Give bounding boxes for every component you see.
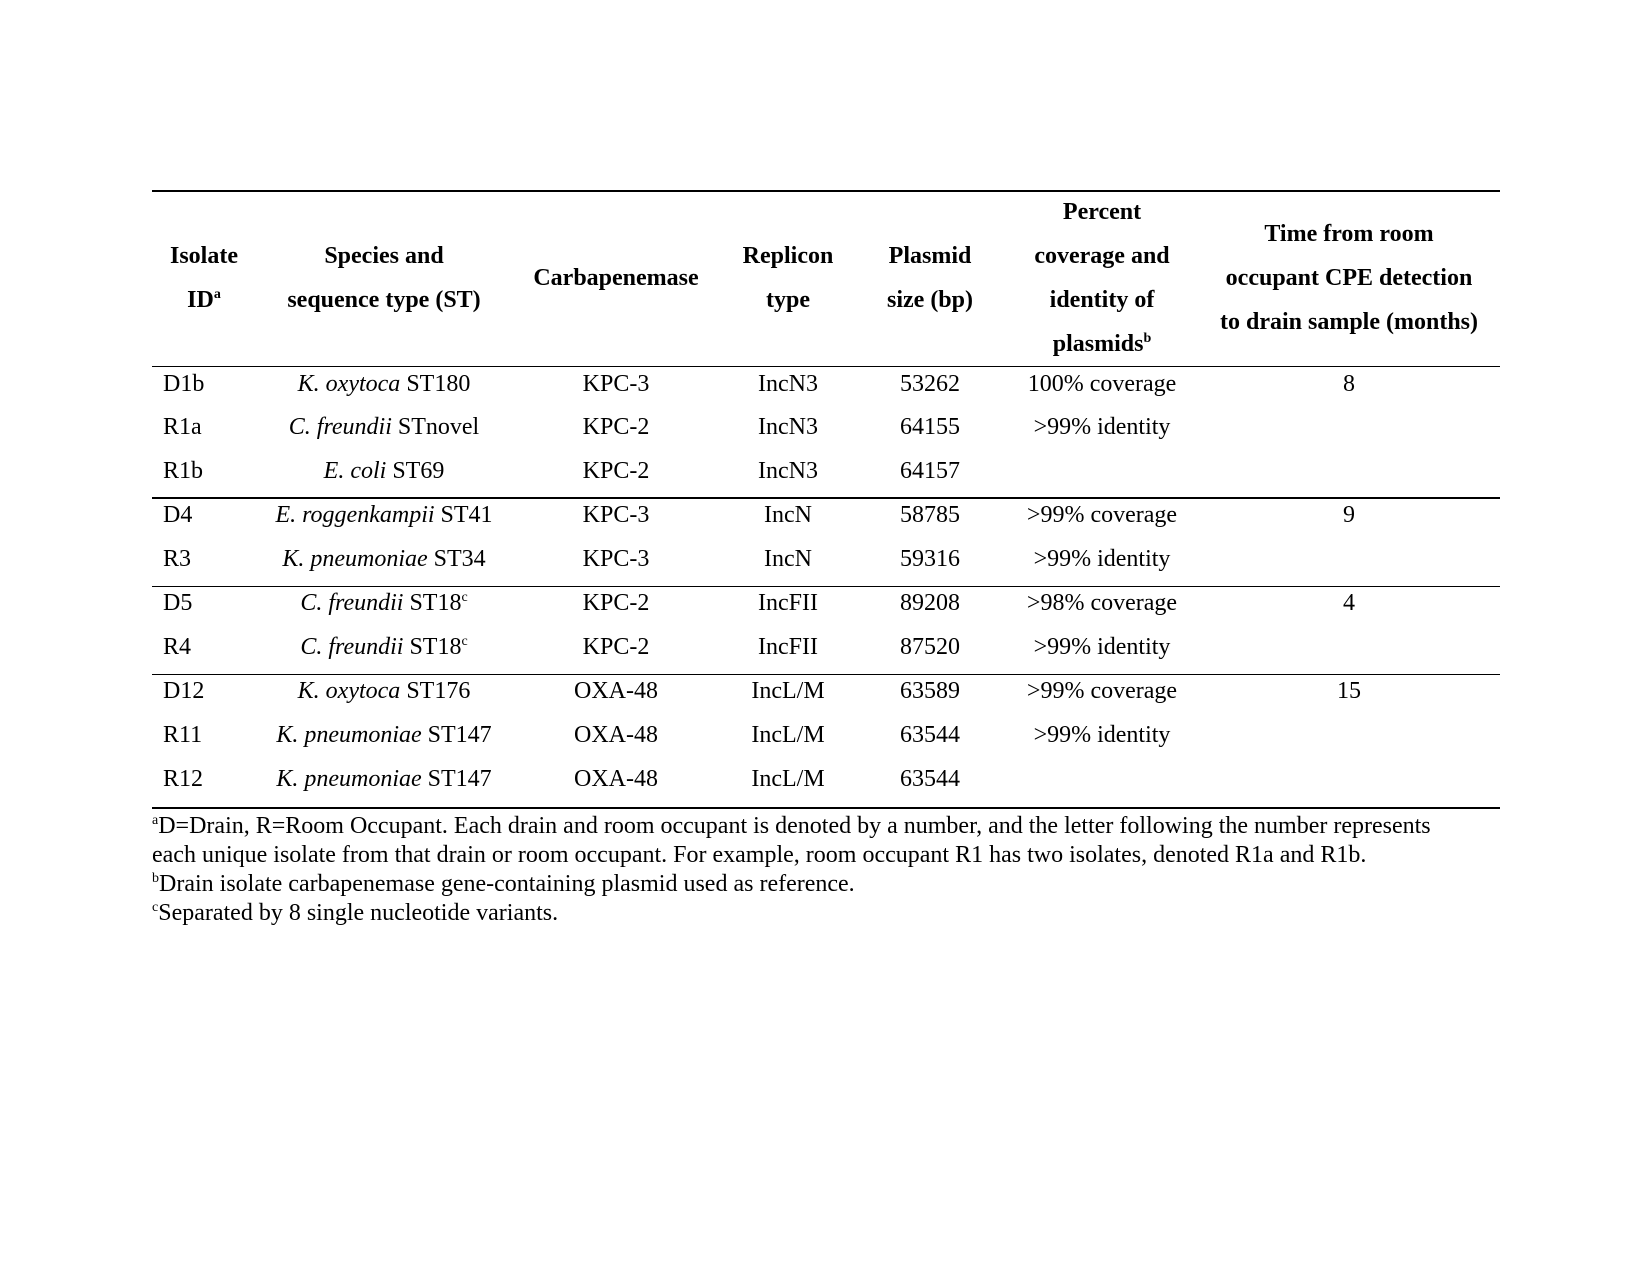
cell-coverage-identity: >99% coverage	[1026, 502, 1178, 528]
cell-carbapenemase: KPC-2	[582, 414, 650, 440]
sequence-type: STnovel	[397, 414, 480, 440]
group-divider-rule	[152, 674, 1500, 675]
footnote-a	[152, 812, 1512, 841]
cell-replicon: IncFII	[758, 590, 818, 616]
cell-species	[324, 457, 445, 485]
footnote-text: D=Drain, R=Room Occupant. Each drain and room occupant is denoted by a number, and the letter following the number represents	[158, 813, 1431, 839]
cell-species	[282, 545, 485, 573]
cell-coverage-identity: >99% identity	[1033, 722, 1171, 748]
header-line: Plasmid	[888, 243, 972, 269]
cell-replicon: IncL/M	[751, 766, 825, 792]
cell-coverage-identity: >98% coverage	[1026, 590, 1178, 616]
header-carbapenemase	[533, 256, 698, 300]
cell-carbapenemase: KPC-3	[582, 502, 650, 528]
header-line: ID	[187, 287, 214, 313]
footnote-marker: c	[152, 900, 159, 915]
header-line: Isolate	[170, 243, 238, 269]
sequence-type: ST18	[409, 634, 462, 660]
cell-species	[276, 765, 491, 793]
cell-coverage-identity: >99% identity	[1033, 414, 1171, 440]
header-line: sequence type (ST)	[287, 287, 481, 313]
footnote-text: each unique isolate from that drain or room occupant. For example, room occupant R1 has two isolates, denoted R1a and R1b.	[152, 842, 1367, 868]
cell-species	[289, 413, 479, 441]
species-name: E. roggenkampii	[275, 502, 435, 528]
sequence-type: ST69	[392, 458, 445, 484]
cell-species	[298, 370, 471, 398]
cell-time-months: 8	[1343, 371, 1355, 397]
header-line: size (bp)	[887, 287, 973, 313]
cell-carbapenemase: KPC-2	[582, 590, 650, 616]
header-line: type	[765, 287, 810, 313]
cell-plasmid-size: 58785	[900, 502, 960, 528]
footnote-marker: c	[461, 634, 468, 649]
header-line: Percent	[1062, 199, 1142, 225]
footnote-text: Separated by 8 single nucleotide variants.	[158, 900, 559, 926]
cell-plasmid-size: 89208	[900, 590, 960, 616]
header-isolate-id	[170, 234, 238, 322]
cell-carbapenemase: OXA-48	[574, 722, 658, 748]
table-footnotes	[152, 812, 1512, 928]
header-line: coverage and	[1034, 243, 1170, 269]
sequence-type: ST41	[440, 502, 493, 528]
header-line: Time from room	[1264, 221, 1434, 247]
header-percent-coverage	[1034, 190, 1169, 366]
cell-replicon: IncN3	[758, 414, 818, 440]
header-species	[287, 234, 480, 322]
cell-isolate-id: D12	[163, 678, 205, 704]
cell-carbapenemase: KPC-3	[582, 546, 650, 572]
footnote-marker: a	[213, 287, 221, 302]
species-name: C. freundii	[300, 634, 404, 660]
cell-isolate-id: D4	[163, 502, 193, 528]
footnote-b	[152, 870, 1512, 899]
cell-replicon: IncN	[764, 546, 812, 572]
cell-replicon: IncN3	[758, 458, 818, 484]
cell-time-months: 9	[1343, 502, 1355, 528]
sequence-type: ST147	[427, 722, 492, 748]
cell-replicon: IncFII	[758, 634, 818, 660]
cell-replicon: IncL/M	[751, 678, 825, 704]
cell-replicon: IncN	[764, 502, 812, 528]
footnote-marker: b	[1143, 331, 1152, 346]
cell-coverage-identity: >99% coverage	[1026, 678, 1178, 704]
species-name: K. pneumoniae	[276, 722, 422, 748]
table-bottom-rule	[152, 807, 1500, 809]
header-line: to drain sample (months)	[1219, 309, 1479, 335]
species-name: C. freundii	[300, 590, 404, 616]
footnote-marker: c	[461, 590, 468, 605]
cell-time-months: 15	[1337, 678, 1361, 704]
header-bottom-rule	[152, 366, 1500, 367]
cell-plasmid-size: 63544	[900, 766, 960, 792]
header-line: Replicon	[742, 243, 834, 269]
cell-plasmid-size: 64157	[900, 458, 960, 484]
cell-isolate-id: R11	[163, 722, 203, 748]
footnote-marker: a	[152, 813, 159, 828]
header-line: occupant CPE detection	[1225, 265, 1473, 291]
cell-coverage-identity: >99% identity	[1033, 634, 1171, 660]
sequence-type: ST18	[409, 590, 462, 616]
species-name: K. oxytoca	[297, 678, 401, 704]
cell-species	[276, 721, 491, 749]
footnote-text: Drain isolate carbapenemase gene-containing plasmid used as reference.	[159, 871, 855, 897]
footnote-a-continued	[152, 841, 1512, 870]
sequence-type: ST180	[406, 371, 471, 397]
header-time-from-detection	[1220, 212, 1478, 344]
cell-isolate-id: D1b	[163, 371, 205, 397]
sequence-type: ST147	[427, 766, 492, 792]
cell-plasmid-size: 87520	[900, 634, 960, 660]
header-line: Species and	[324, 243, 444, 269]
cell-carbapenemase: KPC-2	[582, 458, 650, 484]
species-name: C. freundii	[288, 414, 392, 440]
cell-replicon: IncL/M	[751, 722, 825, 748]
cell-time-months: 4	[1343, 590, 1355, 616]
cell-plasmid-size: 63589	[900, 678, 960, 704]
group-divider-rule	[152, 497, 1500, 499]
cell-coverage-identity: 100% coverage	[1027, 371, 1177, 397]
cell-carbapenemase: OXA-48	[574, 766, 658, 792]
cell-isolate-id: D5	[163, 590, 193, 616]
species-name: K. oxytoca	[297, 371, 401, 397]
species-name: K. pneumoniae	[276, 766, 422, 792]
header-line: Carbapenemase	[533, 265, 699, 291]
cell-carbapenemase: KPC-2	[582, 634, 650, 660]
cell-isolate-id: R12	[163, 766, 204, 792]
sequence-type: ST176	[406, 678, 471, 704]
header-line: plasmids	[1052, 331, 1144, 357]
table-top-rule	[152, 190, 1500, 192]
cell-carbapenemase: KPC-3	[582, 371, 650, 397]
cell-isolate-id: R3	[163, 546, 192, 572]
header-plasmid-size	[887, 234, 973, 322]
header-line: identity of	[1049, 287, 1155, 313]
sequence-type: ST34	[433, 546, 486, 572]
cell-carbapenemase: OXA-48	[574, 678, 658, 704]
cell-plasmid-size: 64155	[900, 414, 960, 440]
species-name: E. coli	[323, 458, 387, 484]
cell-plasmid-size: 59316	[900, 546, 960, 572]
cell-species	[300, 589, 467, 617]
cell-replicon: IncN3	[758, 371, 818, 397]
cell-coverage-identity: >99% identity	[1033, 546, 1171, 572]
cell-species	[298, 677, 471, 705]
footnote-marker: b	[152, 871, 159, 886]
cell-isolate-id: R1a	[163, 414, 202, 440]
footnote-c	[152, 899, 1512, 928]
cell-species	[300, 633, 467, 661]
cell-isolate-id: R4	[163, 634, 192, 660]
species-name: K. pneumoniae	[282, 546, 428, 572]
cell-plasmid-size: 53262	[900, 371, 960, 397]
group-divider-rule	[152, 586, 1500, 587]
cell-plasmid-size: 63544	[900, 722, 960, 748]
cell-species	[275, 501, 492, 529]
header-replicon-type	[743, 234, 834, 322]
cell-isolate-id: R1b	[163, 458, 204, 484]
